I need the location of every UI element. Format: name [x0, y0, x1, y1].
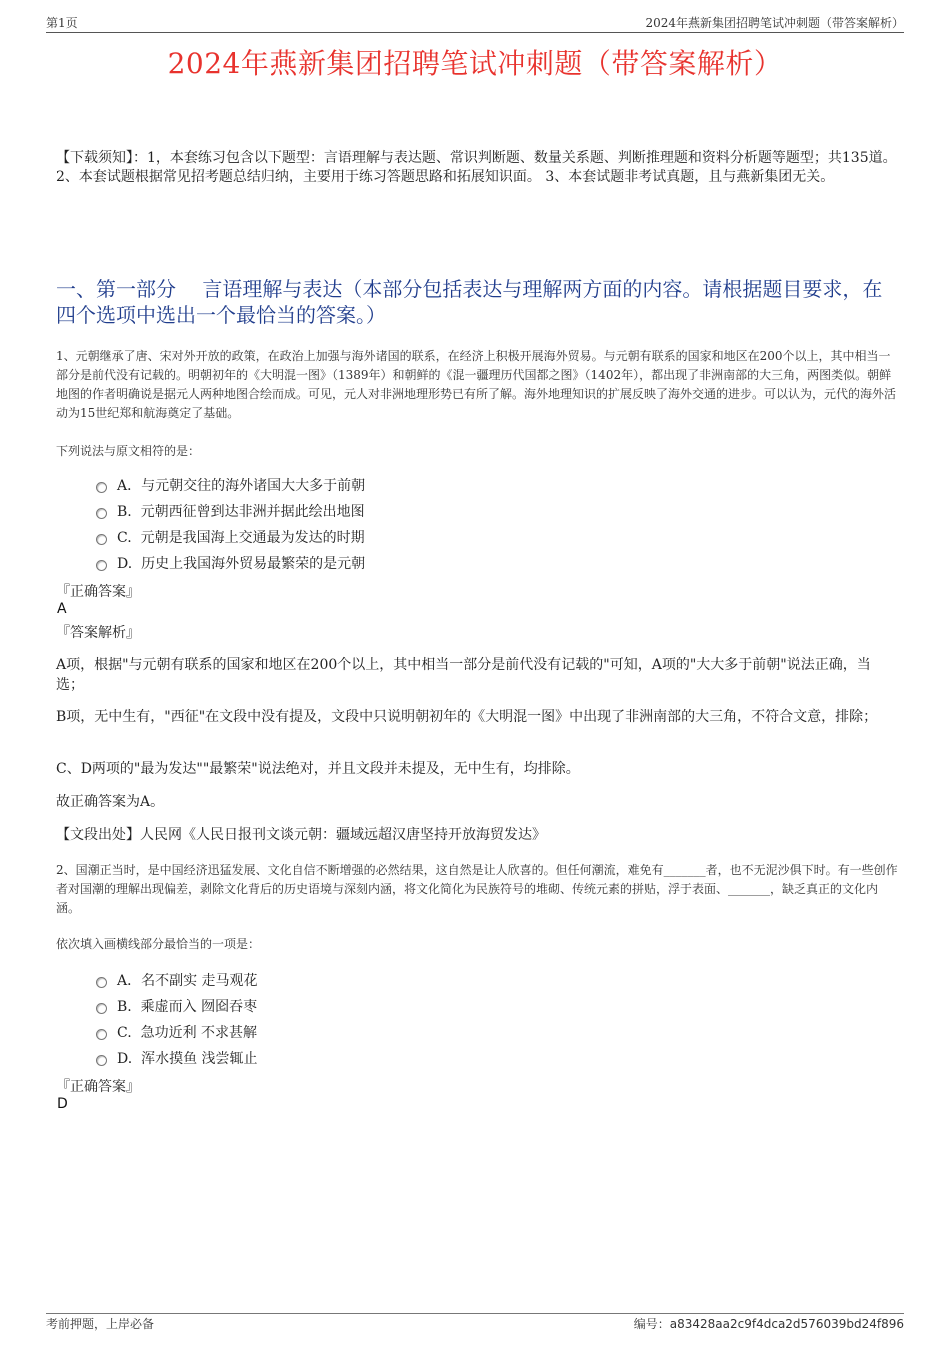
radio-icon[interactable] — [96, 560, 107, 571]
option-label: B. 元朝西征曾到达非洲并据此绘出地图 — [117, 504, 365, 520]
question-2-prompt: 依次填入画横线部分最恰当的一项是： — [56, 937, 261, 951]
page-number: 第1页 — [46, 16, 78, 30]
code-label: 编号： — [633, 1317, 670, 1331]
analysis-source: 【文段出处】人民网《人民日报刊文谈元朝：疆域远超汉唐坚持开放海贸发达》 — [56, 827, 546, 843]
option-label: B. 乘虚而入 囫囵吞枣 — [117, 999, 258, 1015]
analysis-paragraph: A项，根据"与元朝有联系的国家和地区在200个以上，其中相当一部分是前代没有记载的"可知，A项的"大大多于前朝"说法正确，当选； — [56, 657, 871, 693]
question-1-answer: A — [57, 601, 67, 617]
question-1-passage: 1、元朝继承了唐、宋对外开放的政策，在政治上加强与海外诸国的联系，在经济上积极开展海外贸易。与元朝有联系的国家和地区在200个以上，其中相当一部分是前代没有记载的。明朝初年的《大明混一图》（1389年）和朝鲜的《混一疆理历代国都之图》（1402年），都出现了非洲南部的大三角，两图类似。朝鲜地图的作者明确说是据元人两种地图合绘而成。可见，元人对非洲地理形势已有所了解。海外地理知识的扩展反映了海外交通的进步。可以认为，元代的海外活动为15世纪郑和航海奠定了基础。 — [56, 349, 897, 420]
section-heading: 一、第一部分 言语理解与表达（本部分包括表达与理解两方面的内容。请根据题目要求，在四个选项中选出一个最恰当的答案。） — [56, 277, 883, 327]
download-notice: 【下载须知】：1，本套练习包含以下题型：言语理解与表达题、常识判断题、数量关系题、判断推理题和资料分析题等题型；共135道。 2、本套试题根据常见招考题总结归纳，主要用于练习答题思路和拓展知识面。 3、本套试题非考试真题，且与燕新集团无关。 — [56, 150, 897, 185]
question-2-answer: D — [57, 1096, 68, 1112]
question-2-option-d[interactable] — [96, 1045, 258, 1071]
question-2-option-b[interactable] — [96, 993, 258, 1019]
radio-icon[interactable] — [96, 534, 107, 545]
question-1-prompt: 下列说法与原文相符的是： — [56, 444, 201, 458]
radio-icon[interactable] — [96, 1055, 107, 1066]
footer-code — [634, 1315, 904, 1332]
option-label: C. 元朝是我国海上交通最为发达的时期 — [117, 530, 365, 546]
document-title: 2024年燕新集团招聘笔试冲刺题（带答案解析） — [167, 47, 783, 80]
page-footer — [46, 1313, 904, 1333]
question-1-analysis-label: 『答案解析』 — [56, 625, 140, 641]
option-label: A．名不副实 走马观花 — [117, 973, 258, 989]
radio-icon[interactable] — [96, 1029, 107, 1040]
option-label: C. 急功近利 不求甚解 — [117, 1025, 258, 1041]
question-2-option-c[interactable] — [96, 1019, 258, 1045]
option-label: A．与元朝交往的海外诸国大大多于前朝 — [117, 478, 366, 494]
option-label: D. 历史上我国海外贸易最繁荣的是元朝 — [117, 556, 366, 572]
question-2-option-a[interactable] — [96, 967, 258, 993]
footer-slogan: 考前押题，上岸必备 — [46, 1317, 155, 1331]
question-1-option-a[interactable] — [96, 472, 365, 498]
question-1-option-c[interactable] — [96, 524, 365, 550]
radio-icon[interactable] — [96, 482, 107, 493]
question-1-answer-label: 『正确答案』 — [56, 584, 140, 600]
question-1-options — [96, 472, 365, 576]
analysis-paragraph: C、D两项的"最为发达""最繁荣"说法绝对，并且文段并未提及，无中生有，均排除。 — [56, 761, 580, 777]
code-value: a83428aa2c9f4dca2d576039bd24f896 — [669, 1317, 904, 1331]
analysis-paragraph: B项，无中生有，"西征"在文段中没有提及，文段中只说明朝初年的《大明混一图》中出现了非洲南部的大三角，不符合文意，排除； — [56, 709, 878, 725]
analysis-conclusion: 故正确答案为A。 — [56, 794, 165, 810]
radio-icon[interactable] — [96, 977, 107, 988]
question-1-option-d[interactable] — [96, 550, 365, 576]
page-header — [46, 14, 904, 33]
question-2-options — [96, 967, 258, 1071]
question-2-answer-label: 『正确答案』 — [56, 1079, 140, 1095]
option-label: D. 浑水摸鱼 浅尝辄止 — [117, 1051, 258, 1067]
radio-icon[interactable] — [96, 508, 107, 519]
header-doc-title: 2024年燕新集团招聘笔试冲刺题（带答案解析） — [645, 16, 904, 30]
question-1-option-b[interactable] — [96, 498, 365, 524]
question-2-passage: 2、国潮正当时，是中国经济迅猛发展、文化自信不断增强的必然结果，这自然是让人欣喜的。但任何潮流，难免有_______者，也不无泥沙俱下时。有一些创作者对国潮的理解出现偏差，剥除文化背后的历史语境与深刻内涵，将文化简化为民族符号的堆砌、传统元素的拼贴，浮于表面、_______，缺乏真正的文化内涵。 — [56, 863, 898, 915]
radio-icon[interactable] — [96, 1003, 107, 1014]
